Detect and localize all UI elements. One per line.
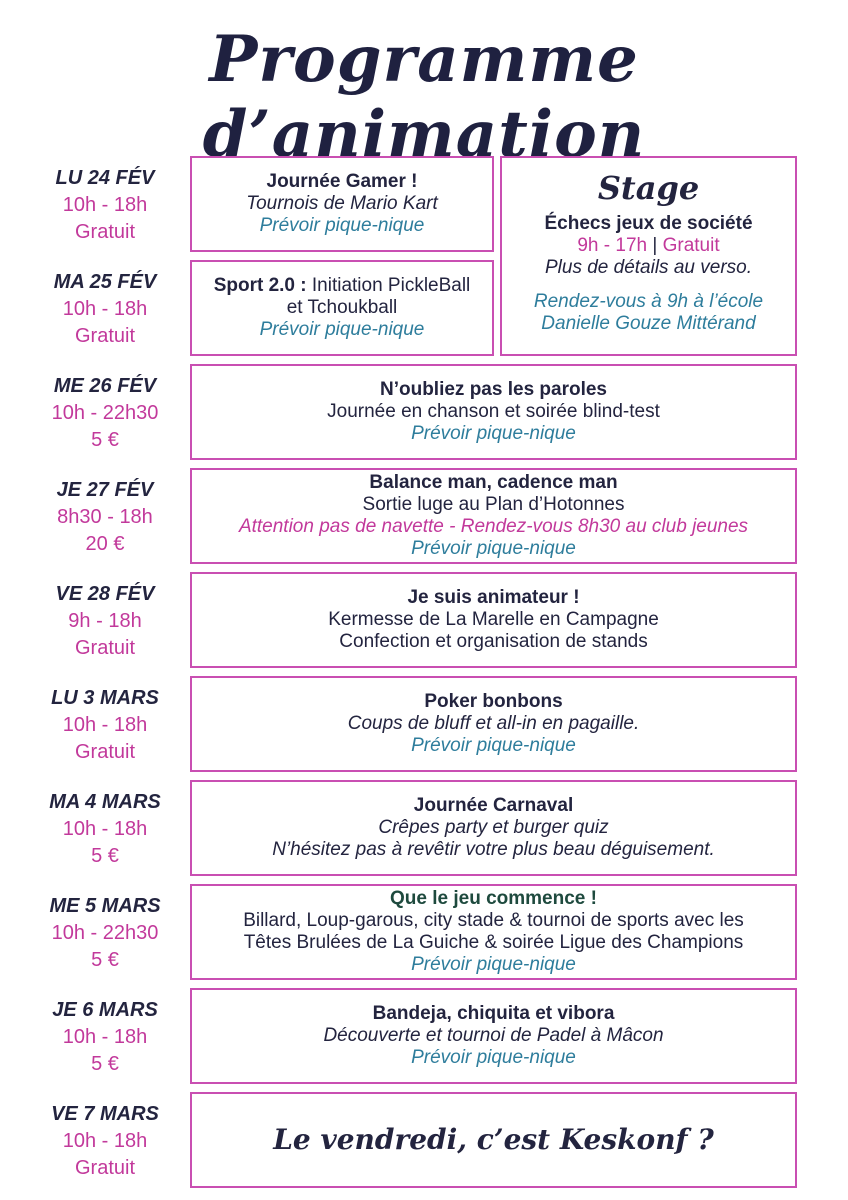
stage-heading: Stage [597, 169, 700, 207]
day-name: JE 6 MARS [52, 999, 158, 1021]
day-label [20, 684, 190, 766]
event-padel [190, 988, 797, 1084]
day-label [20, 892, 190, 974]
event-note: Prévoir pique-nique [411, 1047, 576, 1068]
event-meeting: Rendez-vous à 9h à l’école [533, 291, 764, 312]
day-label [20, 372, 190, 454]
event-description: Journée en chanson et soirée blind-test [327, 401, 660, 422]
event-title: Sport 2.0 : [213, 275, 307, 296]
day-price: 5 € [91, 1053, 119, 1075]
day-hours: 10h - 18h [62, 714, 148, 736]
event-paroles [190, 364, 797, 460]
event-note: Prévoir pique-nique [411, 735, 576, 756]
day-label [20, 268, 190, 350]
event-title: Poker bonbons [424, 691, 563, 712]
day-label [20, 164, 190, 246]
day-price: Gratuit [74, 325, 136, 347]
event-balance [190, 468, 797, 564]
day-hours: 10h - 22h30 [51, 402, 159, 424]
event-title: Le vendredi, c’est Keskonf ? [273, 1123, 714, 1156]
day-hours: 8h30 - 18h [57, 506, 153, 528]
event-description [214, 275, 471, 297]
day-label [20, 788, 190, 870]
day-name: MA 25 FÉV [53, 271, 157, 293]
stage-hours: 9h - 17h [577, 235, 648, 256]
day-price: Gratuit [74, 637, 136, 659]
event-title: Bandeja, chiquita et vibora [372, 1003, 615, 1024]
event-jeu [190, 884, 797, 980]
event-title: Journée Carnaval [413, 795, 574, 816]
event-description: et Tchoukball [286, 297, 398, 318]
event-description: Confection et organisation de stands [339, 631, 648, 652]
event-hours [577, 235, 719, 257]
event-carnaval [190, 780, 797, 876]
event-gamer [190, 156, 494, 252]
event-description: N’hésitez pas à revêtir votre plus beau déguisement. [272, 839, 715, 860]
event-sport [190, 260, 494, 356]
event-poker [190, 676, 797, 772]
day-hours: 10h - 18h [62, 298, 148, 320]
day-name: JE 27 FÉV [56, 479, 154, 501]
event-title: N’oubliez pas les paroles [379, 379, 608, 400]
day-label [20, 1100, 190, 1182]
event-description: Plus de détails au verso. [544, 257, 752, 278]
day-name: VE 7 MARS [51, 1103, 159, 1125]
day-price: 5 € [91, 429, 119, 451]
day-hours: 10h - 18h [62, 818, 148, 840]
page-title: Programme d’animation [202, 22, 646, 172]
day-price: 20 € [85, 533, 125, 555]
event-note: Prévoir pique-nique [259, 319, 425, 340]
event-note: Prévoir pique-nique [411, 423, 576, 444]
stage-separator: | [647, 235, 663, 256]
day-hours: 10h - 18h [62, 1026, 148, 1048]
event-note: Prévoir pique-nique [411, 538, 576, 559]
day-price: Gratuit [74, 741, 136, 763]
day-hours: 10h - 18h [62, 1130, 148, 1152]
event-title: Journée Gamer ! [266, 171, 418, 192]
event-description: Kermesse de La Marelle en Campagne [328, 609, 659, 630]
event-title: Échecs jeux de société [544, 213, 753, 234]
day-hours: 10h - 18h [62, 194, 148, 216]
event-description: Crêpes party et burger quiz [378, 817, 609, 838]
day-name: VE 28 FÉV [55, 583, 155, 605]
day-name: LU 3 MARS [51, 687, 159, 709]
event-note: Prévoir pique-nique [411, 954, 576, 975]
event-description: Coups de bluff et all-in en pagaille. [347, 713, 640, 734]
day-name: LU 24 FÉV [55, 167, 155, 189]
event-title: Que le jeu commence ! [390, 888, 597, 909]
event-description: Sortie luge au Plan d’Hotonnes [362, 494, 625, 515]
day-label [20, 996, 190, 1078]
stage-price: Gratuit [662, 235, 720, 256]
event-note: Prévoir pique-nique [259, 215, 425, 236]
day-price: Gratuit [74, 1157, 136, 1179]
day-name: ME 26 FÉV [53, 375, 157, 397]
day-hours: 9h - 18h [68, 610, 142, 632]
event-description: Tournois de Mario Kart [246, 193, 438, 214]
event-description: Têtes Brulées de La Guiche & soirée Ligue des Champions [243, 932, 744, 953]
event-title: Balance man, cadence man [369, 472, 618, 493]
event-description-part: Initiation PickleBall [306, 275, 471, 296]
event-animateur [190, 572, 797, 668]
day-label [20, 476, 190, 558]
event-keskonf [190, 1092, 797, 1188]
day-name: MA 4 MARS [49, 791, 161, 813]
event-stage [500, 156, 797, 356]
event-title: Je suis animateur ! [407, 587, 580, 608]
event-description: Découverte et tournoi de Padel à Mâcon [323, 1025, 664, 1046]
day-hours: 10h - 22h30 [51, 922, 159, 944]
day-price: 5 € [91, 949, 119, 971]
event-description: Billard, Loup-garous, city stade & tournoi de sports avec les [243, 910, 744, 931]
day-price: Gratuit [74, 221, 136, 243]
day-price: 5 € [91, 845, 119, 867]
day-label [20, 580, 190, 662]
event-meeting: Danielle Gouze Mittérand [541, 313, 756, 334]
day-name: ME 5 MARS [49, 895, 161, 917]
event-warning: Attention pas de navette - Rendez-vous 8h30 au club jeunes [238, 516, 749, 537]
